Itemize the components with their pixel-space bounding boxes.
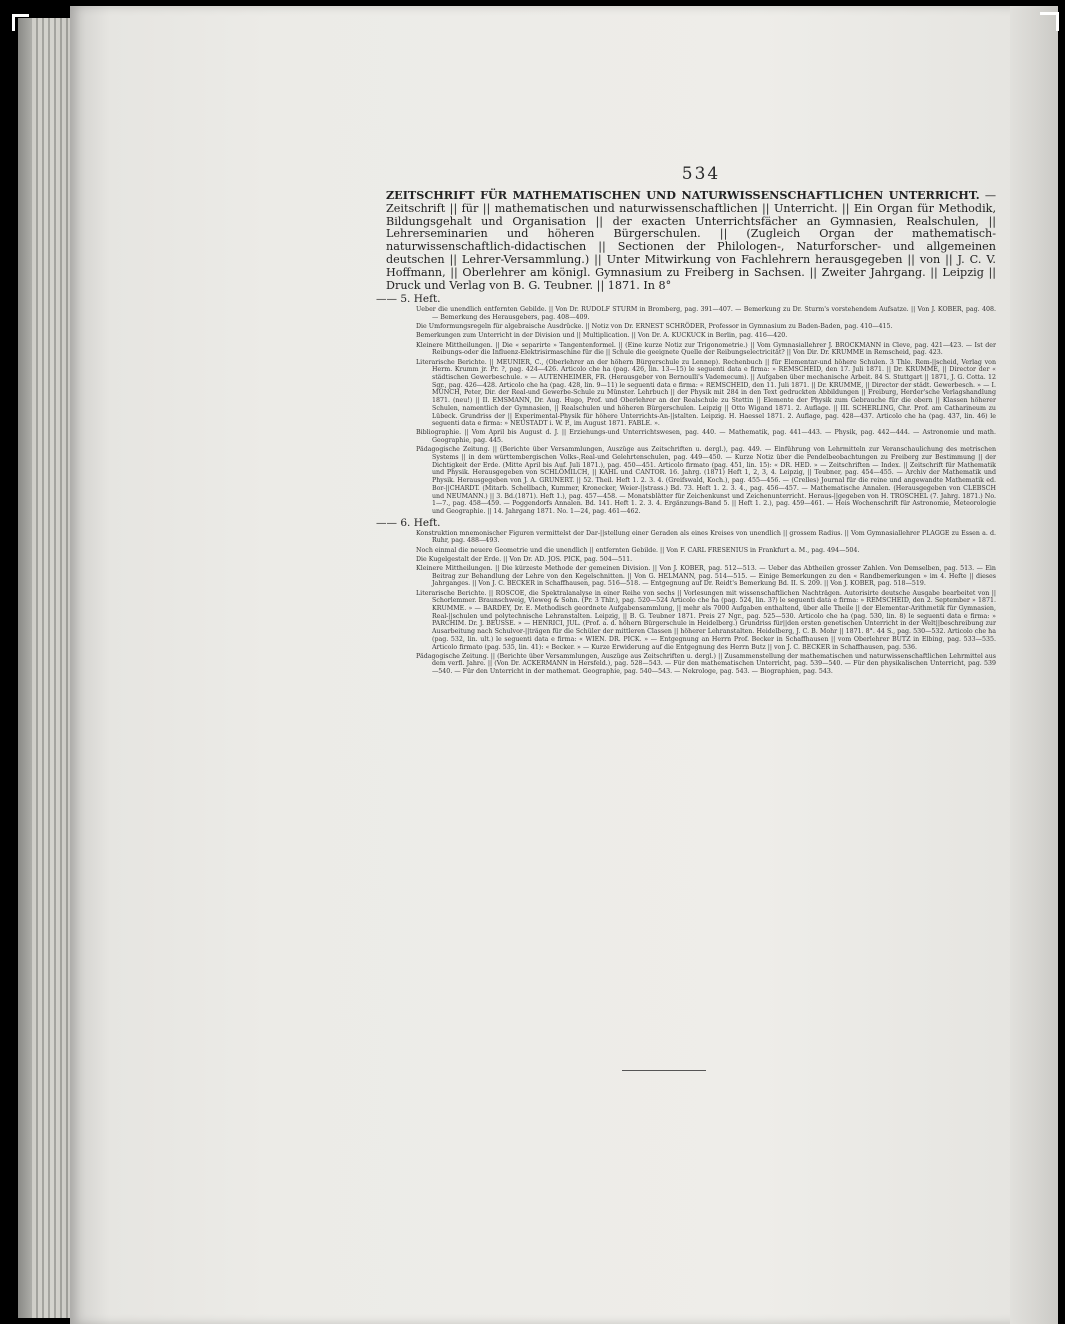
journal-header: [376, 189, 996, 292]
list-item: Die Kugelgestalt der Erde. || Von Dr. AD. JOS. PICK, pag. 504—511.: [416, 555, 633, 563]
section-heading: —— 5. Heft.: [376, 293, 441, 306]
entry-list: [376, 306, 996, 515]
list-item: Ueber die unendlich entfernten Gebilde. || Von Dr. RUDOLF STURM in Bromberg, pag. 391—407. — Bemerkung zu Dr. Sturm's vorstehendem Aufsatze. || Von J. KOBER, pag. 408. — Bemerkung des Herausgebers, pag. 408—409.: [416, 306, 996, 322]
end-rule: [622, 1070, 706, 1071]
entry-list: [376, 530, 996, 676]
journal-title: ZEITSCHRIFT FÜR MATHEMATISCHEN UND NATURWISSENSCHAFTLICHEN UNTERRICHT.: [386, 188, 980, 202]
journal-description: — Zeitschrift || für || mathematischen und naturwissenschaftlichen || Unterricht. || Ein Organ für Methodik, Bildungsgehalt und Organisation || der exacten Unterrichtsfächer an Gymnasien, Realschulen, || Lehrerseminarien und höheren Bürgerschulen. || (Zugleich Organ der mathematisch-naturwissenschaftlich-didactischen || Sectionen der Philologen-, Naturforscher- und allgemeinen deutschen || Lehrer-Versammlung.) || Unter Mitwirkung von Fachlehrern herausgegeben || von || J. C. V. Hoffmann, || Oberlehrer am königl. Gymnasium zu Freiberg in Sachsen. || Zweiter Jahrgang. || Leipzig || Druck und Verlag von B. G. Teubner. || 1871. In 8°: [386, 189, 996, 292]
list-item: Pädagogische Zeitung. || (Berichte über Versammlungen, Auszüge aus Zeitschriften u. dergl.), pag. 449. — Einführung von Lehrmitteln zur Veranschaulichung des metrischen Systems || in dem württembergischen Volks-,Real-und Gelehrtenschulen, pag. 449—450. — Kurze Notiz über die Pendelbeobachtungen zu Freiberg zur Bestimmung || der Dichtigkeit der Erde. (Mitte April bis Auf. Juli 1871.), pag. 450—451. Articolo firmato (pag. 451, lin. 15): « DR. HED. » — Zeitschriften — Index. || Zeitschrift für Mathematik und Physik. Herausgegeben von SCHLÖMILCH, || KAHL und CANTOR. 16. Jahrg. (1871) Heft 1, 2, 3, 4. Leipzig, || Teubner, pag. 454—455. — Archiv der Mathematik und Physik. Herausgegeben von J. A. GRUNERT. || 52. Theil. Heft 1. 2. 3. 4. (Greifswald, Koch.), pag. 455—456. — (Crelles) Journal für die reine und angewandte Mathematik ed. Bor-||CHARDT. (Mitarb. Schellbach, Kummer, Kronecker, Weier-||strass.) Bd. 73. Heft 1. 2. 3. 4., pag. 456—457. — Mathematische Annalen. (Herausgegeben von CLEBSCH und NEUMANN.) || 3. Bd.(1871). Heft 1.), pag. 457—458. — Monatsblätter für Zeichenkunst und Zeichenunterricht. Heraus-||gegeben von H. TROSCHEL (7. Jahrg. 1871.) No. 1—7., pag. 458—459. — Poggendorfs Annalen. Bd. 141. Heft 1. 2. 3. 4. Ergänzungs-Band 5. || Heft 1. 2.), pag. 459—461. — Heis Wochenschrift für Astronomie, Meteorologie und Geographie. || 14. Jahrgang 1871. No. 1—24, pag. 461—462.: [416, 446, 996, 515]
list-item: Die Umformungsregeln für algebraische Ausdrücke. || Notiz von Dr. ERNEST SCHRÖDER, Professor in Gymnasium zu Baden-Baden, pag. 410—415.: [416, 323, 893, 331]
crop-mark-top-right: [1040, 12, 1059, 31]
page-content: [376, 164, 996, 676]
section-heft-5: [376, 293, 996, 515]
list-item: Literarische Berichte. || MEUNIER, C., (Oberlehrer an der höhern Bürgerschule zu Lennep). Rechenbuch || für Elementar-und höhere Schulen. 3 Thle. Rem-||scheid, Verlag von Herm. Krumm jr. Pr. ?, pag. 424—426. Articolo che ha (pag. 426, lin. 13—15) le seguenti data e firma: » REMSCHEID, den 17. Juli 1871. || Dr. KRUMME, || Director der « städtischen Gewerbeschule. » — AUTENHEIMER, FR. (Herausgeber von Bernoulli's Vademecum). || Aufgaben über mechanische Arbeit. 84 S. Stuttgart || 1871, J. G. Cotta. 12 Sgr., pag. 426—428. Articolo che ha (pag. 428, lin. 9—11) le seguenti data e firma: « REMSCHEID, den 11. Juli 1871. || Dr. KRUMME, || Director der städt. Gewerbesch. » — I. MÜNCH, Peter, Dir. der Real-und Gewerbe-Schule zu Münster. Lehrbuch || der Physik mit 284 in den Text gedruckten Abbildungen || Freiburg, Herder'sche Verlagshandlung 1871. (neu!) || II. EMSMANN, Dr. Aug. Hugo, Prof. und Oberlehrer an der Realschule zu Stettin || Elemente der Physik zum Gebrauche für die obern || Klassen höherer Schulen, namentlich der Gymnasien, || Realschulen und höheren Bürgerschulen. Leipzig || Otto Wigand 1871. 2. Auflage. || III. SCHERLING, Chr. Prof. am Catharineum zu Lübeck. Grundriss der || Experimental-Physik für höhere Unterrichts-An-||stalten. Leipzig. H. Haessel 1871. 2. Auflage, pag. 428—437. Articolo che ha (pag. 437, lin. 46) le seguenti data e firma: » NEUSTADT i. W. P., im August 1871. FABLE. ».: [416, 358, 996, 428]
list-item: Pädagogische Zeitung. || (Berichte über Versammlungen, Auszüge aus Zeitschriften u. dergl.) || Zusammenstellung der mathematischen und naturwissenschaftlichen Lehrmittel aus dem verfl. Jahre. || (Von Dr. ACKERMANN in Hersfeld.), pag. 528—543. — Für den mathematischen Unterricht, pag. 539—540. — Für den physikalischen Unterricht, pag. 539—540. — Für den Unterricht in der mathemat. Geographie, pag. 540—543. — Nekrologe, pag. 543. — Biographien, pag. 543.: [416, 652, 996, 676]
list-item: Literarische Berichte. || ROSCOE, die Spektralanalyse in einer Reihe von sechs || Vorlesungen mit wissenschaftlichen Nachträgen. Autorisirte deutsche Ausgabe bearbeitet von || Schorlemmer. Braunschweig, Vieweg & Sohn. (Pr. 3 Thlr.), pag. 520—524 Articolo che ha (pag. 524, lin. 3?) le seguenti data e firma: » REMSCHEID, den 2. September » 1871. KRUMME. » — BARDEY, Dr. E. Methodisch geordnete Aufgabensammlung, || mehr als 7000 Aufgaben enthaltend, über alle Theile || der Elementar-Arithmetik für Gymnasien, Real-||schulen und polytechnische Lehranstalten. Leipzig, || B. G. Teubner 1871. Preis 27 Ngr., pag. 525—530. Articolo che ha (pag. 530, lin. 8) le seguenti data e firma: » PARCHIM. Dr. J. BEUSSE. » — HENRICI, JUL. (Prof. a. d. höhern Bürgerschule in Heidelberg.) Grundriss für||den ersten genetischen Unterricht in der Welt||beschreibung zur Ausarbeitung nach Schulvor-||trägen für die Schüler der mittleren Classen || höherer Lehranstalten. Heidelberg, J. C. B. Mohr || 1871. 8°. 44 S., pag. 530—532. Articolo che ha (pag. 532, lin. ult.) le seguenti data e firma: « WIEN. DR. PICK. » — Entgegnung an Herrn Prof. Becker in Schaffhausen || vom Oberlehrer BUTZ in Elbing, pag. 533—535. Articolo firmato (pag. 535, lin. 41): « Becker. » — Kurze Erwiderung auf die Entgegnung des Herrn Butz || von J. C. BECKER in Schaffhausen, pag. 536.: [416, 589, 996, 651]
list-item: Bibliographie. || Vom April bis August d. J. || Erziehungs-und Unterrichtswesen, pag. 440. — Mathematik, pag. 441—443. — Physik, pag. 442—444. — Astronomie und math. Geographie, pag. 445.: [416, 429, 996, 445]
crop-mark-top-left: [12, 14, 29, 31]
list-item: Kleinere Mittheilungen. || Die kürzeste Methode der gemeinen Division. || Von J. KOBER, pag. 512—513. — Ueber das Abtheilen grosser Zahlen. Von Demselben, pag. 513. — Ein Beitrag zur Behandlung der Lehre von den Kegelschnitten. || Von G. HELMANN, pag. 514—515. — Einige Bemerkungen zu den « Randbemerkungen » im 4. Hefte || dieses Jahrganges. || Von J. C. BECKER in Schaffhausen, pag. 516—518. — Entgegnung auf Dr. Reidt's Bemerkung Bd. II. S. 209. || Von J. KOBER, pag. 518—519.: [416, 564, 996, 588]
list-item: Konstruktion mnemonischer Figuren vermittelst der Dar-||stellung einer Geraden als eines Kreises von unendlich || grossem Radius. || Vom Gymnasiallehrer PLAGGE zu Essen a. d. Ruhr, pag. 488—493.: [416, 529, 996, 545]
page-right-margin: [1010, 6, 1058, 1324]
list-item: Noch einmal die neuere Geometrie und die unendlich || entfernten Gebilde. || Von F. CARL FRESENIUS in Frankfurt a. M., pag. 494—504.: [416, 546, 860, 554]
list-item: Kleinere Mittheilungen. || Die « separirte » Tangentenformel. || (Eine kurze Notiz zur Trigonometrie.) || Vom Gymnasiallehrer J. BROCKMANN in Cleve, pag. 421—423. — Ist der Reibungs-oder die Influenz-Elektrisirmaschine für die || Schule die geeignete Quelle der Reibungselectricität? || Von Dir. Dr. KRUMME in Remscheid, pag. 423.: [416, 341, 996, 357]
page-number: 534: [681, 164, 721, 184]
list-item: Bemerkungen zum Unterricht in der Division und || Multiplication. || Von Dr. A. KUCKUCK in Berlin, pag. 416—420.: [416, 332, 788, 340]
section-heft-6: [376, 517, 996, 676]
section-heading: —— 6. Heft.: [376, 516, 441, 529]
